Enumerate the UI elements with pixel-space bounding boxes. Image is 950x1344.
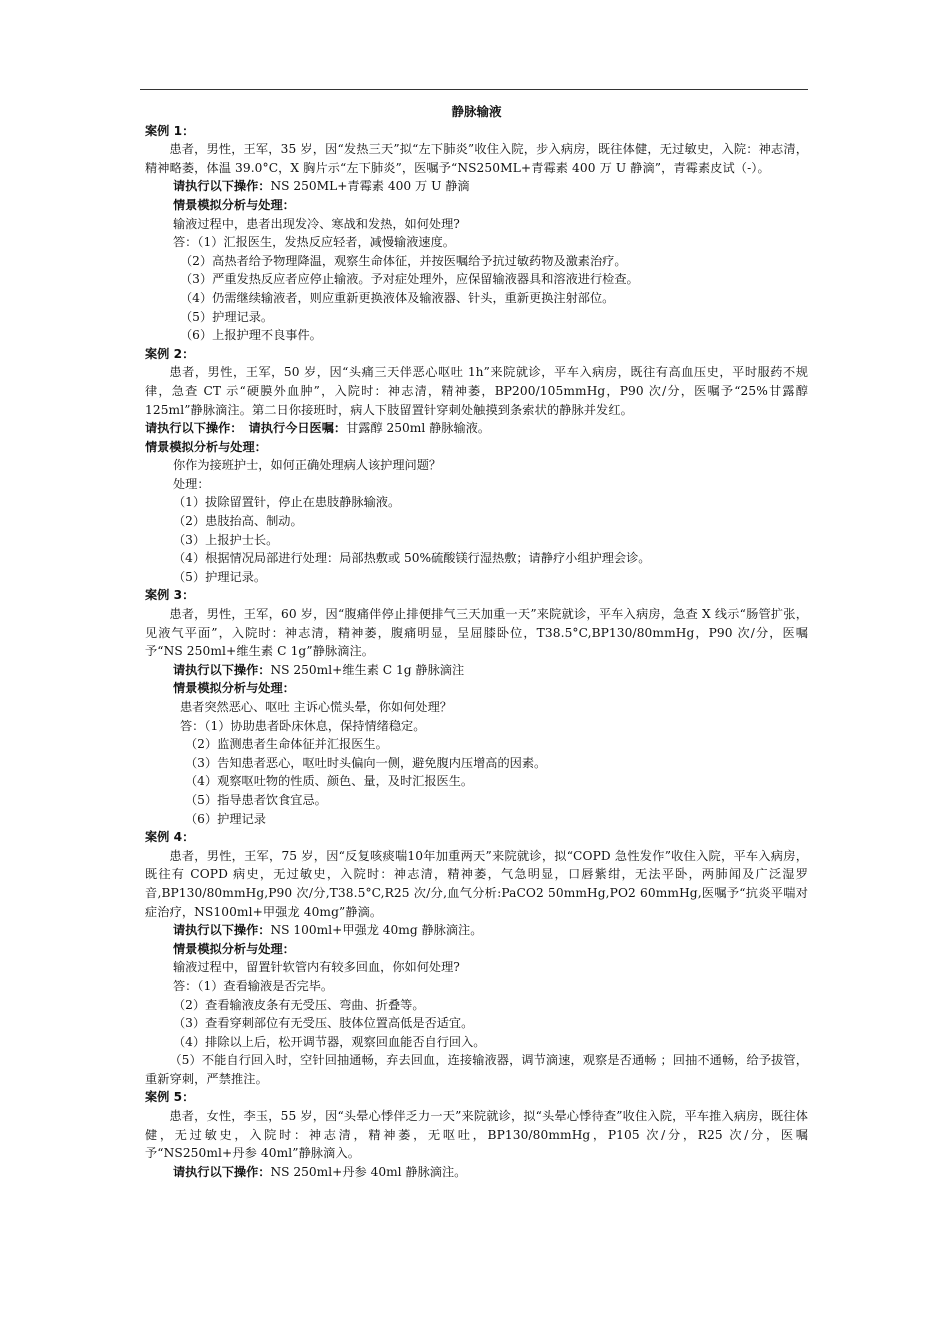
case-heading: 案例 2：	[145, 346, 195, 361]
answer-item: （4）仍需继续输液者，则应重新更换液体及输液器、针头，重新更换注射部位。	[180, 290, 615, 305]
case-2	[145, 345, 808, 587]
operation-line	[145, 1163, 808, 1182]
answer-item: （3）告知患者恶心，呕吐时头偏向一侧，避免腹内压增高的因素。	[185, 755, 547, 770]
answer-item: （3）查看穿刺部位有无受压、肢体位置高低是否适宜。	[173, 1016, 474, 1031]
answer-item: 答：（1）协助患者卧床休息，保持情绪稳定。	[180, 718, 426, 733]
question: 输液过程中，留置针软管内有较多回血，你如何处理?	[173, 960, 460, 975]
operation-text: NS 250ml+丹参 40ml 静脉滴注。	[270, 1164, 467, 1179]
operation-label: 请执行以下操作：	[173, 662, 271, 677]
answer-item: （5）护理记录。	[180, 309, 274, 324]
simulation-label: 情景模拟分析与处理：	[173, 681, 295, 696]
case-description: 患者，男性，王军，75 岁，因“反复咳痰喘10年加重两天”来院就诊，拟“COPD 急性发作”收住入院，平车入病房，既往有 COPD 病史，无过敏史，入院时：神志清，精神萎，气急明显，口唇紫绀，无法平卧，两肺闻及广泛湿罗音,BP130/80mmHg,P90 次/分,T38.5°C,R25 次/分,血气分析:PaCO2 50mmHg,PO2 60mmHg,医嘱予“抗炎平喘对症治疗，NS100ml+甲强龙 40mg”静滴。	[145, 848, 808, 919]
case-heading: 案例 4：	[145, 830, 195, 845]
answer-item: （3）上报护士长。	[173, 532, 279, 547]
question: 你作为接班护士，如何正确处理病人该护理问题？	[173, 458, 442, 473]
answer-item: （3）严重发热反应者应停止输液。予对症处理外，应保留输液器具和溶液进行检查。	[180, 272, 639, 287]
case-1	[145, 122, 808, 345]
answer-item: （2）高热者给予物理降温，观察生命体征，并按医嘱给予抗过敏药物及激素治疗。	[180, 253, 627, 268]
answer-item: （5）指导患者饮食宜忌。	[185, 792, 327, 807]
case-4	[145, 828, 808, 1088]
case-heading: 案例 3：	[145, 588, 195, 603]
operation-label: 请执行以下操作：	[173, 179, 271, 194]
answer-item: （4）排除以上后，松开调节器，观察回血能否自行回入。	[173, 1034, 486, 1049]
answer-item: （5）护理记录。	[173, 569, 267, 584]
operation-text: NS 100ml+甲强龙 40mg 静脉滴注。	[270, 923, 483, 938]
handle-label: 处理：	[173, 476, 210, 491]
case-5	[145, 1088, 808, 1181]
operation-label: 请执行以下操作：	[173, 1164, 271, 1179]
answer-item: （6）护理记录	[185, 811, 266, 826]
question: 患者突然恶心、呕吐 主诉心慌头晕，你如何处理？	[180, 700, 452, 714]
simulation-label: 情景模拟分析与处理：	[173, 941, 295, 956]
operation-text: 甘露醇 250ml 静脉输液。	[346, 421, 491, 436]
answer-item: （2）查看输液皮条有无受压、弯曲、折叠等。	[173, 997, 425, 1012]
document-page	[145, 103, 808, 1181]
answer-item: （2）患肢抬高、制动。	[173, 514, 303, 529]
operation-text: NS 250ML+青霉素 400 万 U 静滴	[270, 179, 470, 194]
answer-item: （5）不能自行回入时，空针回抽通畅，弃去回血，连接输液器，调节滴速，观察是否通畅 ；回抽不通畅，给予拔管，重新穿刺，严禁推注。	[145, 1053, 808, 1086]
case-heading: 案例 5：	[145, 1090, 195, 1105]
case-description: 患者，男性，王军，60 岁，因“腹痛伴停止排便排气三天加重一天”来院就诊，平车入病房，急查 X 线示“肠管扩张，见液气平面”，入院时：神志清，精神萎，腹痛明显，呈屈膝卧位，T38.5°C,BP130/80mmHg，P90 次/分，医嘱予“NS 250ml+维生素 C 1g”静脉滴注。	[145, 607, 808, 659]
operation-label: 请执行以下操作： 请执行今日医嘱：	[145, 421, 347, 436]
answer-item: （2）监测患者生命体征并汇报医生。	[185, 737, 388, 752]
answer-item: （4）根据情况局部进行处理：局部热敷或 50%硫酸镁行湿热敷；请静疗小组护理会诊。	[173, 551, 651, 566]
header-rule	[140, 89, 808, 90]
simulation-label: 情景模拟分析与处理：	[173, 197, 295, 212]
answer-item: （4）观察呕吐物的性质、颜色、量，及时汇报医生。	[185, 774, 474, 789]
operation-text: NS 250ml+维生素 C 1g 静脉滴注	[270, 662, 465, 677]
operation-line	[145, 419, 808, 438]
operation-line	[145, 177, 808, 196]
operation-label: 请执行以下操作：	[173, 923, 271, 938]
operation-line	[145, 921, 808, 940]
answer-item: 答：（1）查看输液是否完毕。	[173, 978, 334, 993]
case-3	[145, 586, 808, 828]
answer-item: 答：（1）汇报医生，发热反应轻者，减慢输液速度。	[173, 235, 455, 250]
question: 输液过程中，患者出现发冷、寒战和发热，如何处理?	[173, 216, 460, 231]
simulation-label: 情景模拟分析与处理：	[145, 439, 267, 454]
operation-line	[145, 661, 808, 680]
answer-item: （6）上报护理不良事件。	[180, 328, 322, 343]
case-heading: 案例 1：	[145, 123, 195, 138]
page-title: 静脉输液	[451, 104, 502, 119]
case-description: 患者，男性，王军，35 岁，因“发热三天”拟“左下肺炎”收住入院，步入病房，既往体健，无过敏史，入院：神志清，精神略萎，体温 39.0°C，X 胸片示“左下肺炎”，医嘱予“NS250ML+青霉素 400 万 U 静滴”，青霉素皮试（-）。	[145, 142, 808, 175]
case-description: 患者，男性，王军，50 岁，因“头痛三天伴恶心呕吐 1h”来院就诊，平车入病房，既往有高血压史，平时服药不规律，急查 CT 示“硬膜外血肿”，入院时：神志清，精神萎，BP200/105mmHg，P90 次/分，医嘱予“25%甘露醇 125ml”静脉滴注。第二日你接班时，病人下肢留置针穿刺处触摸到条索状的静脉并发红。	[145, 365, 808, 417]
answer-item: （1）拔除留置针，停止在患肢静脉输液。	[173, 495, 401, 510]
case-description: 患者，女性，李玉，55 岁，因“头晕心悸伴乏力一天”来院就诊，拟“头晕心悸待查”收住入院，平车推入病房，既往体健，无过敏史，入院时：神志清，精神萎，无呕吐，BP130/80mmHg，P105 次/分，R25 次/分，医嘱予“NS250ml+丹参 40ml”静脉滴入。	[145, 1109, 808, 1161]
